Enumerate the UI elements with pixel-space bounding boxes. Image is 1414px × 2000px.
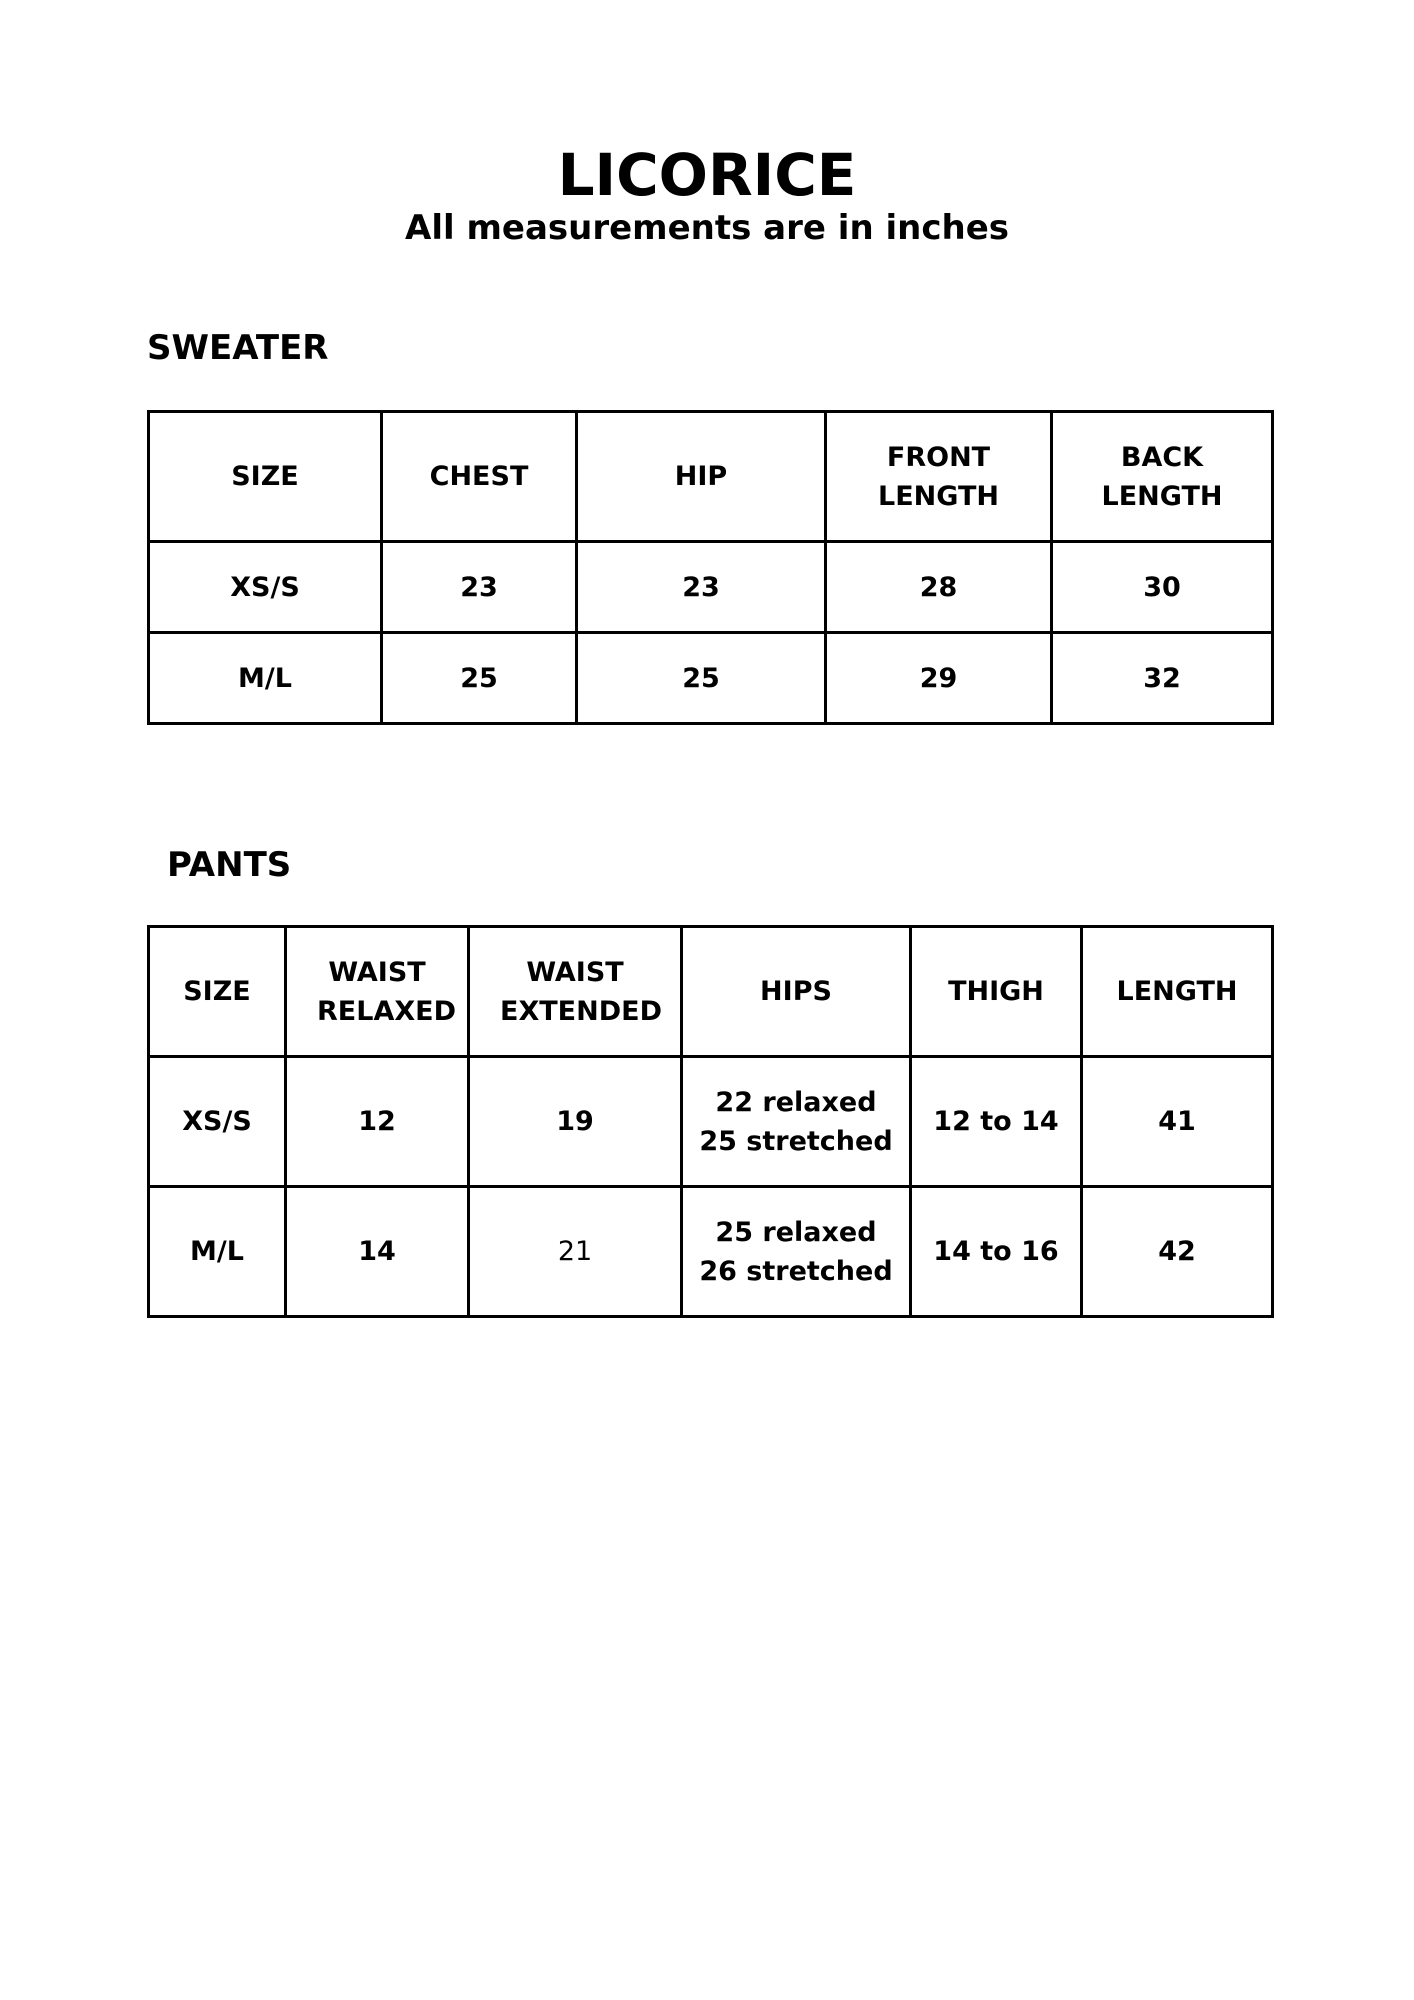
cell-thigh: 12 to 14	[911, 1057, 1082, 1187]
hips-relaxed-value: 22 relaxed	[715, 1086, 877, 1118]
cell-front-length: 28	[826, 542, 1052, 633]
cell-hips	[682, 1187, 911, 1317]
column-header-back-length: BACK LENGTH	[1052, 412, 1273, 542]
column-header-waist-extended: WAIST EXTENDED	[469, 927, 682, 1057]
table-header-row	[149, 927, 1273, 1057]
pants-size-table	[147, 925, 1274, 1318]
table-row	[149, 542, 1273, 633]
cell-size: XS/S	[149, 542, 382, 633]
cell-chest: 25	[382, 633, 577, 724]
hips-relaxed-value: 25 relaxed	[715, 1216, 877, 1248]
table-row	[149, 633, 1273, 724]
column-header-thigh: THIGH	[911, 927, 1082, 1057]
cell-size: M/L	[149, 633, 382, 724]
table-header-row	[149, 412, 1273, 542]
cell-thigh: 14 to 16	[911, 1187, 1082, 1317]
pants-section-heading: PANTS	[167, 845, 292, 885]
cell-waist-extended: 21	[469, 1187, 682, 1317]
cell-waist-relaxed: 12	[286, 1057, 469, 1187]
column-header-size: SIZE	[149, 412, 382, 542]
cell-size: XS/S	[149, 1057, 286, 1187]
column-header-chest: CHEST	[382, 412, 577, 542]
cell-chest: 23	[382, 542, 577, 633]
column-header-length: LENGTH	[1082, 927, 1273, 1057]
sweater-size-table	[147, 410, 1274, 725]
table-row	[149, 1187, 1273, 1317]
page-title: LICORICE	[557, 141, 857, 209]
sweater-section-heading: SWEATER	[147, 328, 329, 368]
column-header-waist-relaxed: WAIST RELAXED	[286, 927, 469, 1057]
column-header-front-length: FRONT LENGTH	[826, 412, 1052, 542]
hips-stretched-value: 26 stretched	[699, 1255, 893, 1287]
column-header-size: SIZE	[149, 927, 286, 1057]
cell-hip: 25	[577, 633, 826, 724]
cell-waist-extended: 19	[469, 1057, 682, 1187]
column-header-hip: HIP	[577, 412, 826, 542]
table-row	[149, 1057, 1273, 1187]
cell-back-length: 32	[1052, 633, 1273, 724]
cell-length: 41	[1082, 1057, 1273, 1187]
cell-hip: 23	[577, 542, 826, 633]
cell-hips	[682, 1057, 911, 1187]
hips-stretched-value: 25 stretched	[699, 1125, 893, 1157]
page-subtitle: All measurements are in inches	[405, 208, 1009, 248]
cell-length: 42	[1082, 1187, 1273, 1317]
column-header-hips: HIPS	[682, 927, 911, 1057]
cell-back-length: 30	[1052, 542, 1273, 633]
cell-size: M/L	[149, 1187, 286, 1317]
cell-front-length: 29	[826, 633, 1052, 724]
cell-waist-relaxed: 14	[286, 1187, 469, 1317]
